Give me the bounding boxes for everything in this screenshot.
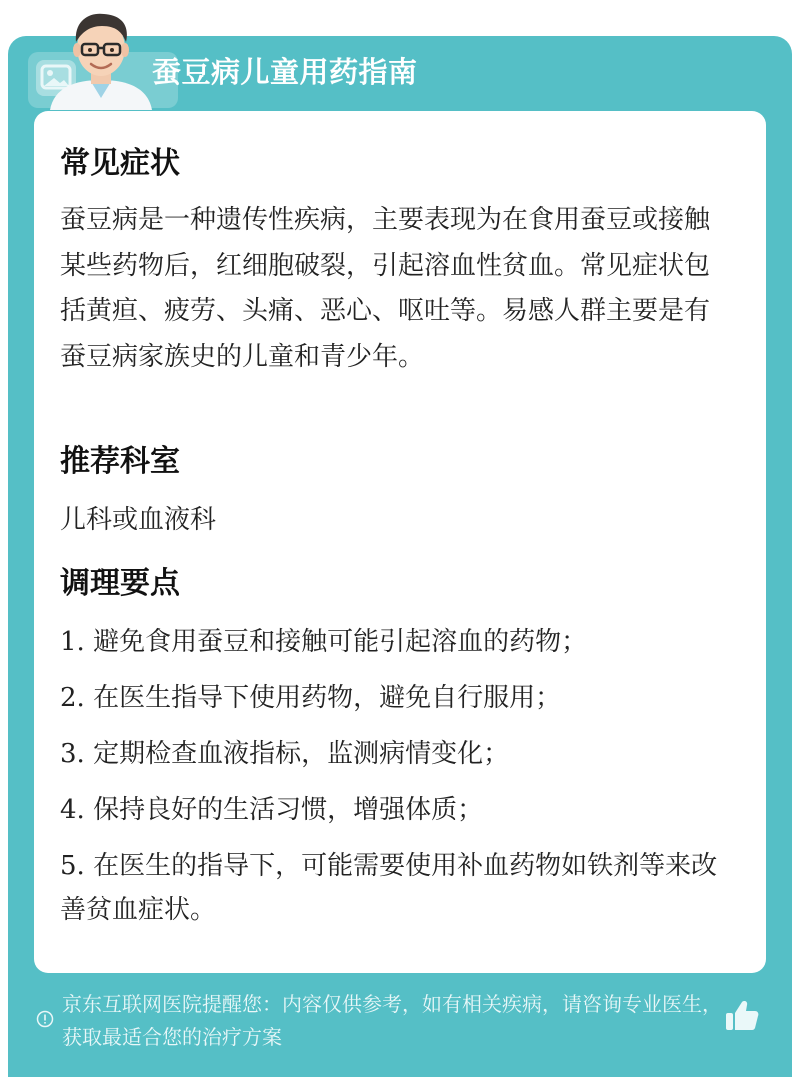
list-item-number: 2. [60, 683, 85, 713]
list-item [60, 788, 732, 832]
doctor-avatar [46, 6, 156, 110]
department-heading: 推荐科室 [60, 444, 180, 479]
list-item-text: 定期检查血液指标，监测病情变化； [93, 739, 510, 769]
list-item-text: 保持良好的生活习惯，增强体质； [93, 795, 484, 825]
list-item [60, 676, 732, 720]
care-heading: 调理要点 [60, 566, 180, 601]
list-item-number: 4. [60, 795, 85, 825]
list-item [60, 732, 732, 776]
thumbs-up-icon[interactable] [722, 996, 762, 1036]
department-text: 儿科或血液科 [60, 505, 217, 535]
list-item-number: 1. [60, 627, 85, 657]
info-icon [36, 1010, 54, 1028]
care-list [60, 620, 732, 944]
list-item-number: 5. [60, 851, 85, 881]
list-item [60, 844, 732, 932]
list-item-text: 在医生的指导下，可能需要使用补血药物如铁剂等来改善贫血症状。 [60, 851, 718, 925]
page-title: 蚕豆病儿童用药指南 [152, 55, 418, 89]
list-item-number: 3. [60, 739, 85, 769]
symptoms-text: 蚕豆病是一种遗传性疾病，主要表现为在食用蚕豆或接触某些药物后，红细胞破裂，引起溶血性贫血。常见症状包括黄疸、疲劳、头痛、恶心、呕吐等。易感人群主要是有蚕豆病家族史的儿童和青少年。 [60, 205, 711, 372]
list-item-text: 在医生指导下使用药物，避免自行服用； [93, 683, 562, 713]
symptoms-heading: 常见症状 [60, 146, 180, 181]
list-item-text: 避免食用蚕豆和接触可能引起溶血的药物； [93, 627, 588, 657]
disclaimer-text: 京东互联网医院提醒您：内容仅供参考，如有相关疾病，请咨询专业医生，获取最适合您的治疗方案 [62, 992, 722, 1049]
list-item [60, 620, 732, 664]
